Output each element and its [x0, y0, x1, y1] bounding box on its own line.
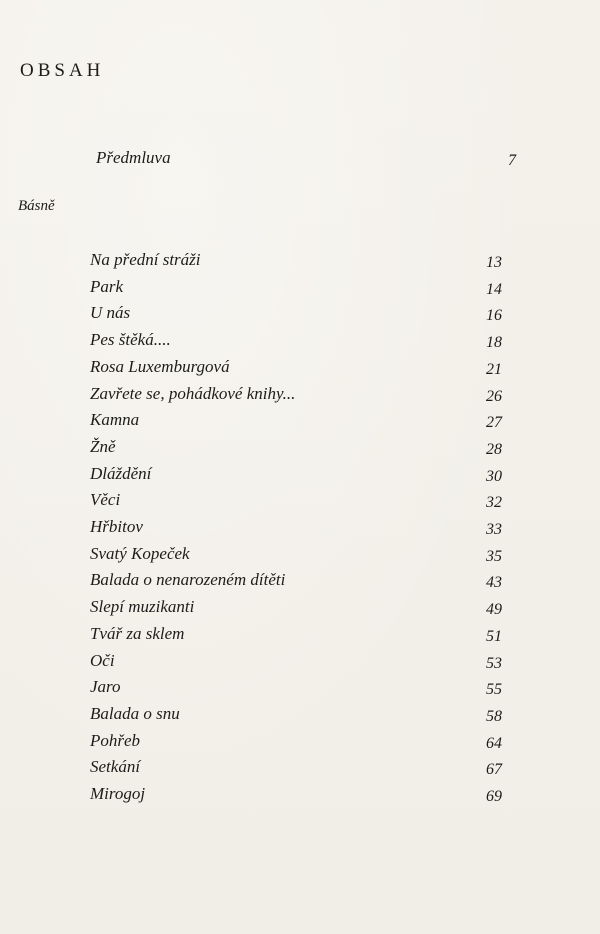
toc-entry-title: Předmluva — [96, 148, 171, 167]
toc-entry-page: 55 — [486, 681, 502, 699]
toc-entry-title: Na přední stráži — [90, 250, 201, 269]
toc-entry-page: 26 — [486, 387, 502, 405]
toc-entry-title: Jaro — [90, 677, 121, 697]
toc-entry-title: Slepí muzikanti — [90, 597, 195, 617]
toc-entry-page: 64 — [486, 734, 502, 752]
toc-entry-page: 69 — [486, 788, 502, 805]
toc-entry-title: Dláždění — [90, 463, 152, 483]
toc-entry-page: 28 — [486, 440, 502, 458]
toc-entry-title: Oči — [90, 650, 115, 670]
toc-entry-title: Tvář za sklem — [90, 623, 185, 643]
toc-entry-page: 18 — [486, 334, 502, 352]
toc-entry-page: 13 — [486, 254, 502, 271]
toc-entry-page: 35 — [486, 547, 502, 565]
section-label: Básně — [18, 198, 55, 214]
toc-entry-page: 58 — [486, 707, 502, 725]
toc-entry-page: 51 — [486, 627, 502, 645]
toc-entry-title: Zavřete se, pohádkové knihy... — [90, 383, 296, 403]
toc-entry-title: Kamna — [90, 410, 140, 430]
toc-entry-title: Svatý Kopeček — [90, 543, 190, 563]
toc-entry-page: 67 — [486, 761, 502, 779]
toc-entry-title: Park — [90, 276, 124, 296]
toc-entry-page: 43 — [486, 574, 502, 592]
toc-entry-page: 32 — [486, 494, 502, 512]
toc-entry-title: Mirogoj — [90, 784, 146, 803]
toc-entry-title: Balada o nenarozeném dítěti — [90, 570, 286, 590]
toc-entry-page: 53 — [486, 654, 502, 672]
toc-entry-page: 33 — [486, 521, 502, 538]
toc-entry-page: 21 — [486, 360, 502, 378]
toc-entry-title: Pohřeb — [90, 730, 141, 750]
toc-entry-page: 16 — [486, 307, 502, 325]
toc-entry-title: Setkání — [90, 757, 141, 777]
toc-entry-title: Žně — [90, 436, 116, 456]
toc-entry-page: 27 — [486, 414, 502, 432]
toc-entry-title: U nás — [90, 303, 131, 323]
toc-heading: OBSAH — [20, 60, 105, 81]
toc-entry-page: 7 — [508, 152, 516, 169]
toc-entry-page: 14 — [486, 280, 502, 298]
toc-entry-title: Věci — [90, 490, 121, 510]
toc-entry-title: Rosa Luxemburgová — [90, 356, 230, 376]
toc-entry-page: 49 — [486, 601, 502, 619]
toc-entry-title: Balada o snu — [90, 703, 180, 723]
toc-entry-page: 30 — [486, 467, 502, 485]
toc-entry-title: Hřbitov — [90, 517, 143, 536]
toc-entry-title: Pes štěká.... — [90, 330, 171, 350]
